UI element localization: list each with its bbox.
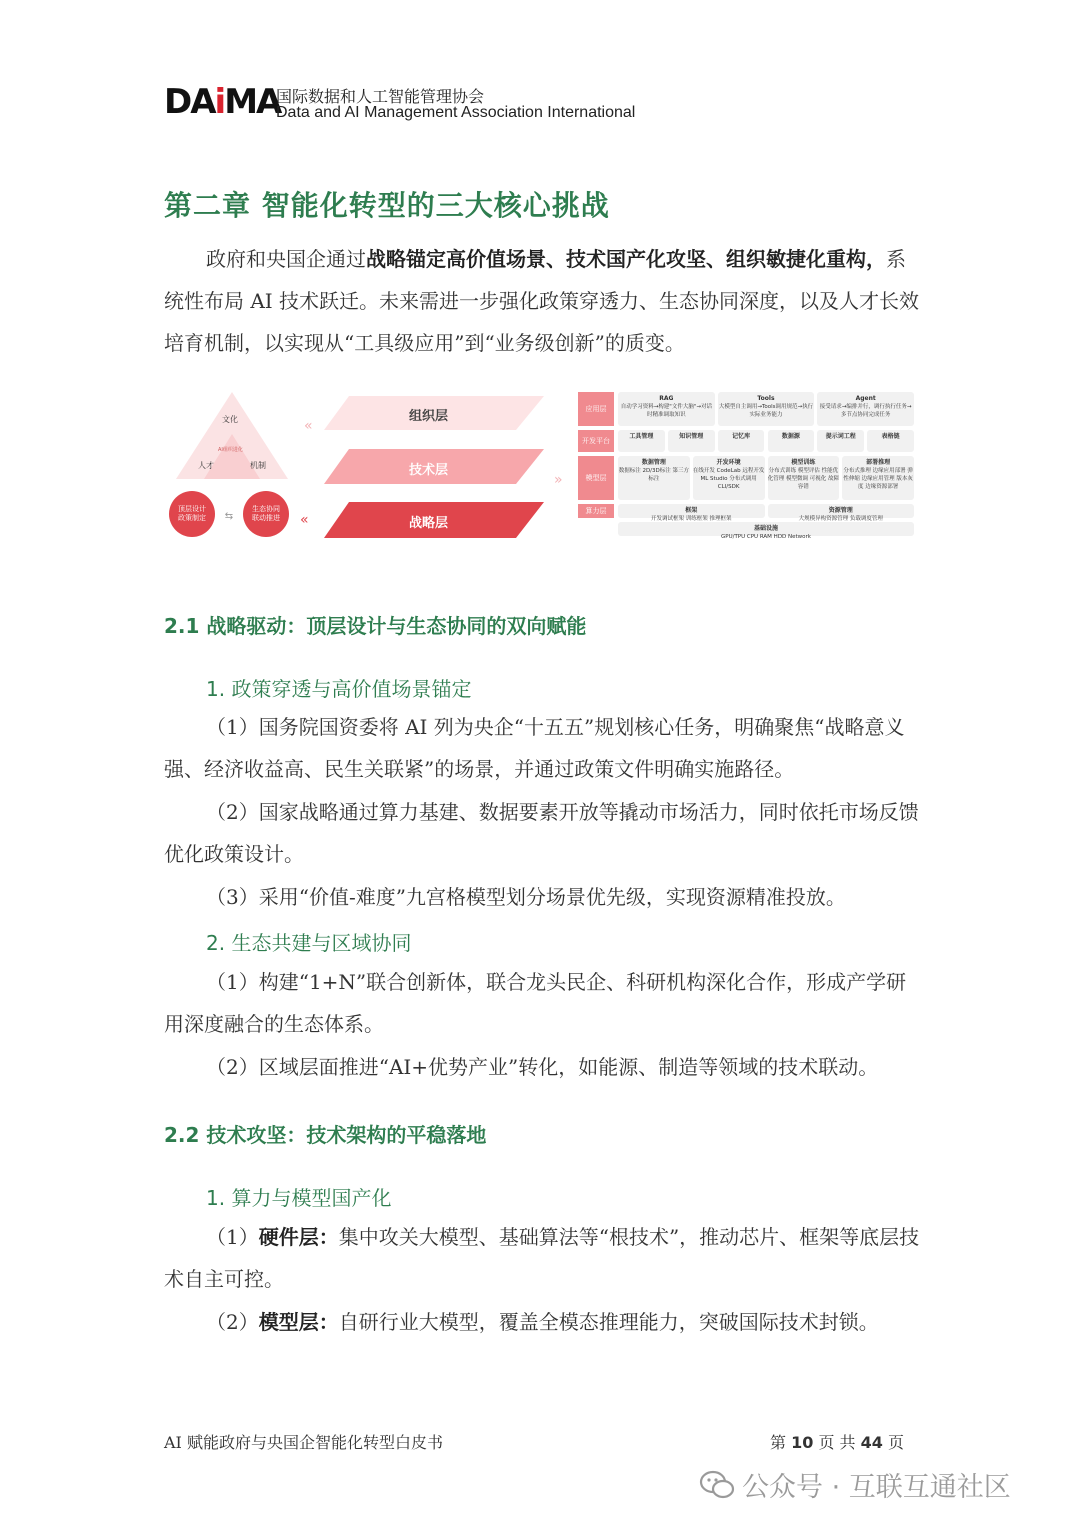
stack-cell-text: GPU/TPU CPU RAM HDD Network xyxy=(720,534,811,540)
stack-cell xyxy=(768,456,840,500)
stack-cell-title: 记忆库 xyxy=(732,433,751,440)
page-prefix: 第 xyxy=(770,1433,787,1452)
layer-label-org: 组织层 xyxy=(409,409,449,424)
stack-cell-title: 部署推理 xyxy=(866,459,891,466)
stack-cell-title: 开发环境 xyxy=(716,459,741,466)
watermark-text: 公众号 · 互联互通社区 xyxy=(742,1472,1011,1503)
intro-bold: 战略锚定高价值场景、技术国产化攻坚、组织敏捷化重构， xyxy=(366,247,886,271)
stack-cell xyxy=(618,456,690,500)
section-2-1-title: 2.1 战略驱动：顶层设计与生态协同的双向赋能 xyxy=(164,614,587,638)
section-2-1-p1: （1）国务院国资委将 AI 列为央企“十五五”规划核心任务，明确聚焦“战略意义强、经济收益高、民生关联紧”的场景，并通过政策文件明确实施路径。 xyxy=(164,715,905,781)
stack-cell-title: Tools xyxy=(757,395,775,402)
stack-cell-text: 分布式训练 模型评估 性能优化管理 模型微调 可视化 故障容错 xyxy=(767,468,839,490)
p1-bold: 硬件层： xyxy=(258,1225,339,1249)
stack-cell-text: 在线开发 CodeLab 远程开发 ML Studio 分布式调用 CLI/SDK xyxy=(692,468,765,490)
layer-label-strategy: 战略层 xyxy=(409,516,449,531)
stack-cell xyxy=(618,504,765,522)
stack-cell-title: 基础设施 xyxy=(753,525,778,532)
section-2-1-p4: （1）构建“1+N”联合创新体，联合龙头民企、科研机构深化合作，形成产学研用深度融合的生态体系。 xyxy=(164,970,907,1036)
intro-suffix: 系统性布局 AI 技术跃迁。未来需进一步强化政策穿透力、生态协同深度，以及人才长效培育机制，以实现从“工具级应用”到“业务级创新”的质变。 xyxy=(164,247,920,355)
stack-cell-text: 大规模异构资源管理 负载调度管理 xyxy=(798,516,883,522)
section-2-1-sub1: 1. 政策穿透与高价值场景锚定 xyxy=(206,677,472,701)
section-2-1-p2: （2）国家战略通过算力基建、数据要素开放等撬动市场活力，同时依托市场反馈优化政策设计。 xyxy=(164,800,919,866)
stack-cell-title: 工具管理 xyxy=(629,433,654,440)
triangle-right-label: 机制 xyxy=(250,461,266,470)
org-name-cn: 国际数据和人工智能管理协会 xyxy=(276,87,485,106)
chapter-title: 第二章 智能化转型的三大核心挑战 xyxy=(164,189,610,222)
intro-paragraph xyxy=(164,238,924,364)
section-2-2-title: 2.2 技术攻坚：技术架构的平稳落地 xyxy=(164,1123,487,1147)
stack-cell-text: 开发调试框架 训练框架 推理框架 xyxy=(651,516,732,522)
stack-cell-title: 资源管理 xyxy=(828,507,853,514)
stack-cell xyxy=(817,392,914,426)
section-2-2-p1 xyxy=(164,1216,924,1300)
stack-row-label: 算力层 xyxy=(578,504,614,518)
stack-cell-text: 大模型自主调用→Tools调用规范→执行实际业务能力 xyxy=(718,404,814,418)
stack-cell-text: 接受请求→编排并行，调行执行任务→多节点协同完成任务 xyxy=(819,404,912,418)
stack-cell xyxy=(618,430,665,452)
stack-cell xyxy=(668,430,715,452)
stack-cell xyxy=(867,430,914,452)
page-total: 44 xyxy=(860,1433,883,1452)
architecture-figure xyxy=(164,384,914,549)
daima-logo: DAiMA xyxy=(164,82,281,122)
stack-cell xyxy=(618,522,914,540)
p2-label: （2） xyxy=(206,1310,259,1334)
circle-left-label: 顶层设计 政策制定 xyxy=(178,505,206,522)
section-2-1-sub2: 2. 生态共建与区域协同 xyxy=(206,931,412,955)
stack-cell xyxy=(718,392,815,426)
p1-text: 集中攻关大模型、基础算法等“根技术”，推动芯片、框架等底层技术自主可控。 xyxy=(164,1225,920,1291)
page-suffix: 页 xyxy=(888,1433,905,1452)
wechat-icon xyxy=(700,1471,734,1499)
footer-title: AI 赋能政府与央国企智能化转型白皮书 xyxy=(164,1433,443,1452)
section-2-2-sub1: 1. 算力与模型国产化 xyxy=(206,1186,392,1210)
stack-cell xyxy=(817,430,864,452)
p2-text: 自研行业大模型，覆盖全模态推理能力，突破国际技术封锁。 xyxy=(338,1310,879,1334)
stack-row-label: 应用层 xyxy=(578,392,614,426)
stack-cell xyxy=(768,504,915,522)
page-number xyxy=(770,1430,904,1453)
stack-cell-title: Agent xyxy=(855,395,876,402)
circle-right-label: 生态协同 联动推进 xyxy=(252,505,280,522)
section-2-2-p2 xyxy=(164,1301,924,1343)
intro-prefix: 政府和央国企通过 xyxy=(206,247,366,271)
section-2-1-p5: （2）区域层面推进“AI+优势产业”转化，如能源、制造等领域的技术联动。 xyxy=(206,1055,879,1079)
stack-cell xyxy=(842,456,914,500)
stack-cell-title: 框架 xyxy=(685,507,698,514)
stack-cell-title: 知识管理 xyxy=(679,433,704,440)
stack-cell-title: 提示词工程 xyxy=(825,433,856,440)
stack-cell-title: 表格链 xyxy=(881,433,900,440)
stack-cell xyxy=(768,430,815,452)
stack-cell-text: 数据标注 2D/3D标注 第三方标注 xyxy=(618,468,690,482)
stack-cell-text: 自动学习资料→构建"文件大脑"→对话时精准调取知识 xyxy=(620,404,712,418)
chevron-icon: » xyxy=(554,472,563,488)
svg-text:⇆: ⇆ xyxy=(224,511,234,522)
org-name-en: Data and AI Management Association International xyxy=(276,104,636,121)
chevron-icon: « xyxy=(304,418,313,434)
stack-cell-title: RAG xyxy=(659,395,674,402)
stack-cell xyxy=(693,456,765,500)
stack-cell-title: 模型训练 xyxy=(791,459,816,466)
p1-label: （1） xyxy=(206,1225,259,1249)
stack-cell-title: 数据源 xyxy=(781,433,800,440)
triangle-center-label: AI组织进化 xyxy=(218,447,243,453)
layer-label-tech: 技术层 xyxy=(409,463,449,478)
stack-cell-text: 分布式推理 边缘应用部署 弹性伸缩 边缘应用管理 版本灰度 边缘资源部署 xyxy=(843,468,913,490)
triangle-top-label: 文化 xyxy=(222,415,238,424)
p2-bold: 模型层： xyxy=(258,1310,339,1334)
triangle-left-label: 人才 xyxy=(198,461,214,470)
stack-cell xyxy=(618,392,715,426)
stack-row-label: 开发平台 xyxy=(578,430,614,452)
stack-cell-title: 数据管理 xyxy=(641,459,666,466)
tech-stack-diagram xyxy=(578,392,914,544)
section-2-1-p3: （3）采用“价值-难度”九宫格模型划分场景优先级，实现资源精准投放。 xyxy=(206,885,846,909)
page-mid: 页 共 xyxy=(818,1433,856,1452)
page-current: 10 xyxy=(791,1433,814,1452)
stack-cell xyxy=(718,430,765,452)
chevron-icon: « xyxy=(300,512,309,528)
stack-row-label: 模型层 xyxy=(578,456,614,500)
watermark xyxy=(700,1465,1011,1504)
